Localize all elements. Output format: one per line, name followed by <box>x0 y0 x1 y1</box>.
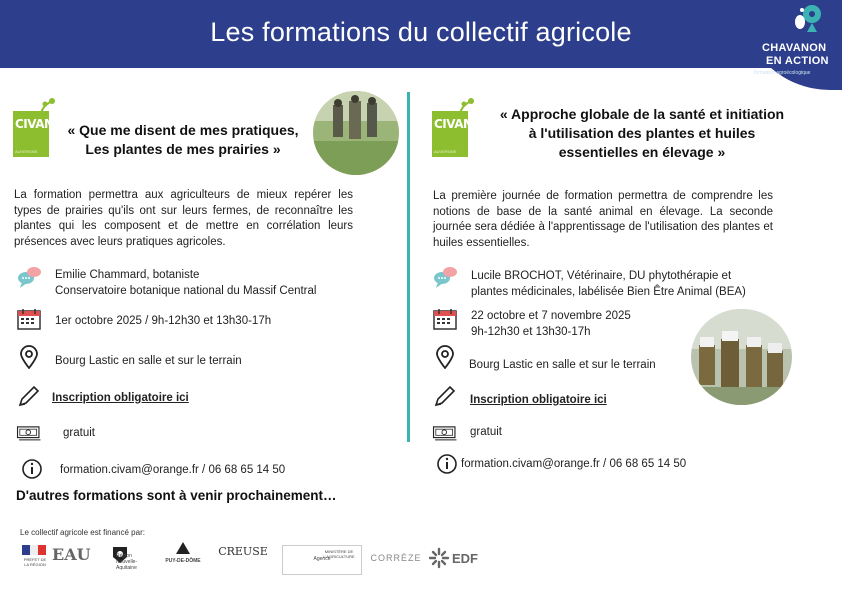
prairie-photo <box>313 91 399 175</box>
info-icon <box>20 457 46 481</box>
funder-logo-eau: EAU <box>52 545 91 564</box>
logo-text-line2: EN ACTION <box>766 55 829 67</box>
funder-logo-puy-de-dome <box>160 540 206 570</box>
right-contact[interactable]: formation.civam@orange.fr / 06 68 65 14 50 <box>461 458 687 470</box>
logo-text-line1: CHAVANON <box>762 42 827 54</box>
funder-logo-ministere: MINISTÈRE DE L'AGRICULTURE <box>323 549 355 559</box>
essential-oils-photo <box>691 309 792 405</box>
money-icon <box>16 421 42 445</box>
page-header <box>0 0 842 68</box>
money-icon <box>432 421 458 445</box>
right-trainer-quals: plantes médicinales, labélisée Bien Être Animal (BEA) <box>471 286 746 298</box>
funder-logo-correze: CORRÈZE <box>370 553 422 563</box>
right-price: gratuit <box>470 426 502 438</box>
funder-logo-creuse: CREUSE <box>218 545 268 558</box>
speech-bubbles-icon <box>432 265 458 289</box>
upcoming-trainings-note: D'autres formations sont à venir prochainement… <box>16 488 337 503</box>
left-price: gratuit <box>63 427 95 439</box>
left-inscription-link[interactable]: Inscription obligatoire ici <box>52 392 189 404</box>
right-title-line2: à l'utilisation des plantes et huiles <box>528 125 756 141</box>
funder-logo-edf <box>428 545 484 575</box>
civam-logo-sub: AUVERGNE <box>15 149 38 154</box>
calendar-icon <box>432 307 458 331</box>
left-title-line1: « Que me disent de mes pratiques, <box>67 122 299 138</box>
right-description: La première journée de formation permettra de comprendre les notions de base de la santé animal en élevage. La seconde journée sera dédiée à l'apprentissage de l'utilisation des plantes et huiles essentielles. <box>433 190 773 249</box>
edf-sun-icon <box>428 547 450 569</box>
right-title-line3: essentielles en élevage » <box>558 144 726 160</box>
right-date <box>471 308 631 340</box>
column-divider <box>407 92 410 442</box>
funder-name: PUY-DE-DÔME <box>165 558 201 564</box>
funder-name: PRÉFET DE LA RÉGION <box>23 557 47 567</box>
right-inscription-link[interactable]: Inscription obligatoire ici <box>470 394 607 406</box>
calendar-icon <box>16 307 42 331</box>
funder-logo-prefet <box>22 545 48 575</box>
left-title-line2: Les plantes de mes prairies » <box>85 141 281 157</box>
page-title: Les formations du collectif agricole <box>210 17 632 47</box>
logo-tagline: formation agroécologique <box>754 70 811 76</box>
civam-logo-text: CIVAM <box>434 117 475 131</box>
funder-name: Région Nouvelle-Aquitaine <box>116 553 138 571</box>
map-pin-icon <box>432 345 458 369</box>
map-pin-icon <box>16 345 42 369</box>
left-location: Bourg Lastic en salle et sur le terrain <box>55 355 242 367</box>
left-date: 1er octobre 2025 / 9h-12h30 et 13h30-17h <box>55 315 272 327</box>
funder-name: EDF <box>452 551 478 566</box>
civam-logo-sub: AUVERGNE <box>434 149 457 154</box>
funder-logo-agence: Agence <box>282 545 362 575</box>
drop-icon <box>792 4 822 34</box>
info-icon <box>435 452 461 476</box>
left-trainer-org: Conservatoire botanique national du Massif Central <box>55 285 317 297</box>
right-session-title <box>482 105 802 162</box>
chavanon-logo <box>740 0 842 90</box>
speech-bubbles-icon <box>16 265 42 289</box>
left-contact[interactable]: formation.civam@orange.fr / 06 68 65 14 50 <box>60 464 286 476</box>
left-session-title <box>58 121 308 159</box>
pencil-icon <box>16 385 42 409</box>
pencil-icon <box>432 385 458 409</box>
right-date-days: 22 octobre et 7 novembre 2025 <box>471 310 631 322</box>
left-trainer-name: Emilie Chammard, botaniste <box>55 269 200 281</box>
left-description: La formation permettra aux agriculteurs de mieux repérer les types de prairies qu'ils ont sur leurs fermes, de reconnaître les plantes qui les composent et de mettre en corrélation leurs présences avec leurs pratiques agricoles. <box>14 189 353 248</box>
right-title-line1: « Approche globale de la santé et initiation <box>499 106 785 122</box>
civam-logo <box>13 97 55 155</box>
right-location: Bourg Lastic en salle et sur le terrain <box>469 359 656 371</box>
funder-logo-nouvelle-aquitaine <box>96 545 144 575</box>
funded-by-label: Le collectif agricole est financé par: <box>20 528 145 537</box>
right-trainer-name: Lucile BROCHOT, Vétérinaire, DU phytothérapie et <box>471 270 732 282</box>
right-date-hours: 9h-12h30 et 13h30-17h <box>471 326 591 338</box>
civam-logo-right <box>432 97 474 155</box>
civam-logo-text: CIVAM <box>15 117 56 131</box>
right-trainer <box>471 268 746 300</box>
left-trainer <box>55 267 316 299</box>
